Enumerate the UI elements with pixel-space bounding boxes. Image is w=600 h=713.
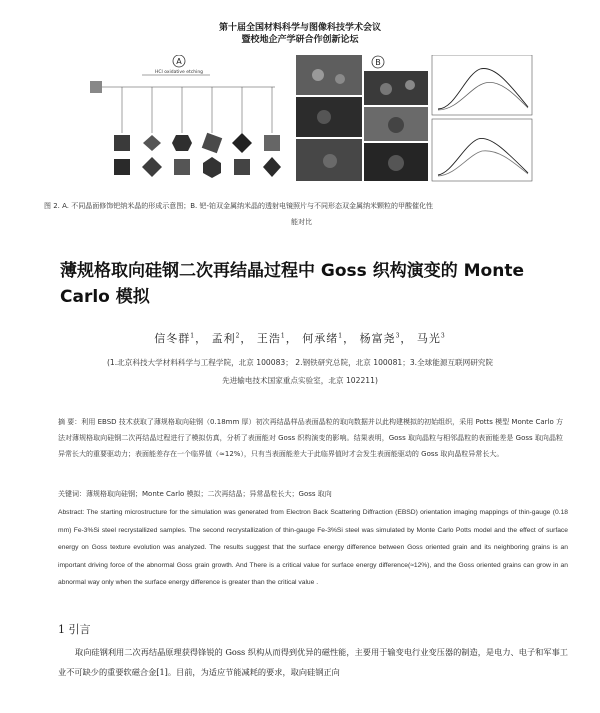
crystal-truncated	[172, 135, 192, 151]
body-paragraph: 取向硅钢利用二次再结晶原理获得锋锐的 Goss 织构从而得到优异的磁性能，主要用于输变电行业变压器的制造，是电力、电子和军事工业不可缺少的重要软磁合金[1]。目前，为适应节能减耗的要求，取向硅钢正向	[58, 647, 568, 677]
catalysis-plot-2	[432, 119, 532, 181]
author-affiliation-index: 1	[280, 332, 286, 340]
figure-caption	[44, 198, 559, 230]
abstract-english: Abstract: The starting microstructure for the simulation was generated from Electron Back Scattering Diffraction (EBSD) orientation imaging mappings of thin-gauge (0.18 mm) Fe-3%Si steel recrystallized samples. The second recrystallization of thin-gauge Fe-3%Si steel was simulated by Monte Carlo Potts model and the effect of surface energy on Goss texture evolution was analyzed. The results suggest that the surface energy difference between Goss oriented grain and its neighboring grains is an important driving force of the abnormal Goss grain growth. And There is a critical value for surface energy difference(≈12%), and the Goss oriented grains can grow in an abnormal way only when the surface energy difference is greater than the critical value .	[58, 509, 568, 587]
keywords-chinese: 关键词：薄规格取向硅钢；Monte Carlo 模拟；二次再结晶；异常晶粒长大；Goss 取向	[58, 490, 332, 498]
author-name: 孟利	[211, 332, 236, 345]
header-line-1: 第十届全国材料科学与图像科技学术会议	[218, 23, 381, 33]
panel-b-label: B	[375, 58, 381, 67]
affiliations	[40, 354, 560, 390]
author-name: 何承绪	[302, 332, 339, 345]
caption-line-2: 能对比	[291, 218, 312, 226]
crystal-cube	[114, 135, 130, 151]
title-line-1: 薄规格取向硅钢二次再结晶过程中 Goss 织构演变的 Monte	[60, 261, 524, 281]
author-affiliation-index: 3	[395, 332, 401, 340]
panel-b-micrographs	[296, 55, 532, 181]
author-list: 信冬群$^1$， 孟利$^2$， 王浩$^1$， 何承绪$^1$， 杨富尧$^3$， 马光$^3$	[154, 332, 446, 345]
conference-header	[0, 22, 600, 46]
section-heading-introduction: 1 引言	[58, 623, 91, 636]
panel-a-label: A	[176, 57, 182, 66]
crystal-concave	[202, 133, 223, 154]
abstract-chinese: 摘 要：利用 EBSD 技术获取了薄规格取向硅钢（0.18mm 厚）初次再结晶样品表面晶粒的取向数据并以此构建模拟的初始组织，采用 Potts 模型 Monte Carlo 方法对薄规格取向硅钢二次再结晶过程进行了模拟仿真，分析了表面能对 Goss 织构演变的影响。结果表明，Goss 取向晶粒与相邻晶粒的表面能差是 Goss 取向晶粒异常长大的重要驱动力；表面能差存在一个临界值（≈12%），只有当表面能差大于此临界值时才会发生表面能驱动的 Goss 取向晶粒异常长大。	[58, 418, 563, 458]
paper-title	[60, 258, 540, 310]
crystal-hex	[203, 157, 221, 178]
crystal-cube-2	[114, 159, 130, 175]
affiliation-line-2: 先进输电技术国家重点实验室，北京 102211)	[222, 376, 378, 385]
title-line-2: Carlo 模拟	[60, 287, 150, 307]
crystal-cube-4	[234, 159, 250, 175]
author-name: 杨富尧	[359, 332, 396, 345]
author-affiliation-index: 1	[190, 332, 196, 340]
figure-2-graphic	[60, 55, 540, 183]
author-affiliation-index: 3	[440, 332, 446, 340]
author-name: 马光	[416, 332, 441, 345]
tem-image-4	[364, 71, 428, 105]
caption-line-1: 图 2. A. 不同晶面修饰钯纳米晶的形成示意图；B. 钯-铂双金属纳米晶的透射电镜照片与不同形态双金属纳米颗粒的甲酸催化性	[44, 202, 434, 210]
panel-a-schematic	[90, 55, 281, 178]
tem-image-1	[296, 55, 362, 95]
author-affiliation-index: 1	[338, 332, 344, 340]
header-line-2: 暨校地企产学研合作创新论坛	[241, 35, 359, 45]
author-name: 王浩	[256, 332, 281, 345]
etching-label: HCl oxidative etching	[155, 70, 204, 75]
figure-2	[60, 55, 540, 183]
seed-cube	[90, 81, 102, 93]
crystal-cube-3	[174, 159, 190, 175]
affiliation-line-1: (1.北京科技大学材料科学与工程学院，北京 100083； 2.钢铁研究总院，北京 100081；3.全球能源互联网研究院	[106, 358, 494, 367]
author-affiliation-index: 2	[235, 332, 241, 340]
crystal-octahedron-3	[263, 157, 281, 177]
crystal-plate	[264, 135, 280, 151]
crystal-octahedron	[143, 135, 161, 151]
introduction-body	[58, 642, 568, 682]
crystal-bipyramid	[232, 133, 252, 153]
author-name: 信冬群	[154, 332, 191, 345]
crystal-octahedron-2	[142, 157, 162, 177]
